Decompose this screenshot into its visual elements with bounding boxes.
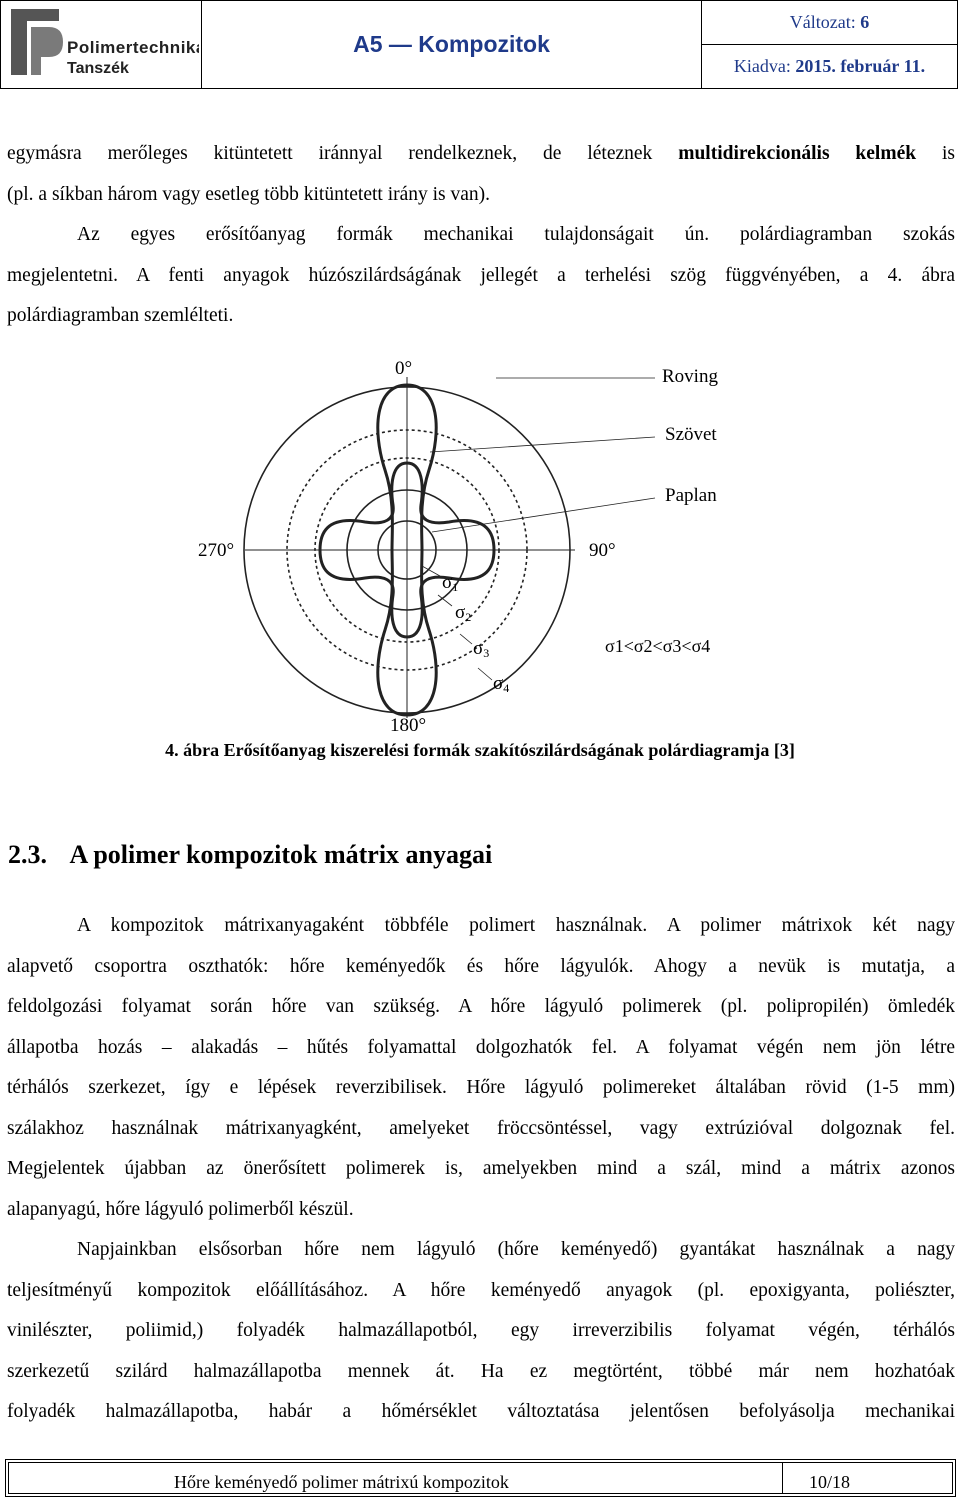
text-line: polárdiagramban szemlélteti. bbox=[7, 305, 234, 326]
footer-title: Hőre keményedő polimer mátrixú kompozitok bbox=[174, 1472, 509, 1492]
text-line: teljesítményű kompozitok előállításához. A hőre keményedő anyagok (pl. epoxigyanta, poliészter, bbox=[7, 1279, 955, 1301]
text-line: térhálós szerkezet, így e lépések reverzibilisek. Hőre lágyuló polimereket általában rövid (1-5 mm) bbox=[7, 1077, 955, 1098]
department-logo bbox=[1, 1, 199, 83]
logo-cell bbox=[1, 1, 202, 89]
text-line: alapanyagú, hőre lágyuló polimerből készül. bbox=[7, 1198, 354, 1220]
page-header bbox=[0, 0, 960, 85]
text-line: vinilészter, poliimid,) folyadék halmazállapotból, egy irreverzibilis folyamat végén, térhálós bbox=[7, 1320, 955, 1341]
angle-label-180: 180° bbox=[390, 715, 427, 736]
text-line: egymásra merőleges kitüntetett iránnyal rendelkeznek, de léteznek multidirekcionális kelmék is bbox=[7, 143, 955, 164]
text-line: Az egyes erősítőanyag formák mechanikai tulajdonságait ún. polárdiagramban szokás bbox=[77, 224, 955, 245]
text-line: megjelentetni. A fenti anyagok húzószilárdságának jellegét a terhelési szög függvényében, a 4. ábra bbox=[7, 264, 955, 286]
text-line: alapvető csoportra oszthatók: hőre keményedők és hőre lágyulók. Ahogy a nevük is mutatja, a bbox=[7, 955, 955, 977]
legend-paplan: Paplan bbox=[665, 485, 717, 506]
angle-label-0: 0° bbox=[395, 358, 413, 379]
logo-text-2: Tanszék bbox=[67, 60, 129, 77]
figure-caption: 4. ábra Erősítőanyag kiszerelési formák szakítószilárdságának polárdiagramja [3] bbox=[165, 740, 795, 760]
intro-paragraph bbox=[7, 134, 955, 337]
version-cell bbox=[702, 1, 958, 45]
page-footer bbox=[5, 1459, 956, 1497]
document-title-cell bbox=[202, 1, 702, 89]
sigma-label-1: σ1 bbox=[442, 572, 459, 594]
section-heading bbox=[8, 840, 492, 870]
sigma-label-2: σ2 bbox=[455, 602, 472, 624]
text-line: folyadék halmazállapotba, habár a hőmérséklet változtatása jelentősen befolyásolja mechanikai bbox=[7, 1401, 955, 1422]
sigma-label-4: σ4 bbox=[493, 673, 510, 695]
text-line: A kompozitok mátrixanyagaként többféle polimert használnak. A polimer mátrixok két nagy bbox=[77, 915, 955, 936]
document-title: A5 — Kompozitok bbox=[353, 31, 550, 57]
angle-label-270: 270° bbox=[198, 540, 235, 561]
logo-text-1: Polimertechnika bbox=[67, 38, 199, 57]
section-number: 2.3. bbox=[8, 840, 47, 869]
text-line: Napjainkban elsősorban hőre nem lágyuló (hőre keményedő) gyantákat használnak a nagy bbox=[77, 1239, 955, 1260]
polar-diagram bbox=[0, 345, 960, 740]
issued-label: Kiadva: bbox=[733, 56, 791, 76]
page-number: 10/18 bbox=[809, 1472, 851, 1492]
text-line: szerkezetű szilárd halmazállapotba mennek át. Ha ez megtörtént, többé már nem hozhatóak bbox=[7, 1360, 955, 1382]
legend-roving: Roving bbox=[662, 366, 718, 387]
highlight-term: multidirekcionális kelmék bbox=[678, 143, 917, 164]
issued-cell bbox=[702, 45, 958, 89]
text-line: feldolgozási folyamat során hőre van szükség. A hőre lágyuló polimerek (pl. polipropilén) ömledék bbox=[7, 996, 955, 1017]
issued-value: 2015. február 11. bbox=[795, 56, 926, 76]
legend-szovet: Szövet bbox=[665, 424, 717, 445]
leader-paplan bbox=[432, 498, 655, 532]
version-value: 6 bbox=[860, 12, 870, 32]
version-label: Változat: bbox=[789, 12, 856, 32]
sigma-relation: σ1<σ2<σ3<σ4 bbox=[605, 636, 711, 656]
text-line: szálakhoz használnak mátrixanyagként, amelyeket fröccsöntéssel, vagy extrúzióval dolgoznak fel. bbox=[7, 1117, 955, 1139]
angle-label-90: 90° bbox=[589, 540, 616, 561]
body-paragraphs bbox=[7, 906, 955, 1433]
text-line: (pl. a síkban három vagy esetleg több kitüntetett irány is van). bbox=[7, 183, 491, 205]
text-line: állapotba hozás – alakadás – hűtés folyamattal dolgozhatók fel. A folyamat végén nem jön létre bbox=[7, 1036, 955, 1058]
text-line: Megjelentek újabban az önerősített polimerek is, amelyekben mind a szál, mind a mátrix azonos bbox=[7, 1158, 955, 1179]
sigma-label-3: σ3 bbox=[473, 638, 490, 660]
section-title: A polimer kompozitok mátrix anyagai bbox=[69, 840, 493, 869]
